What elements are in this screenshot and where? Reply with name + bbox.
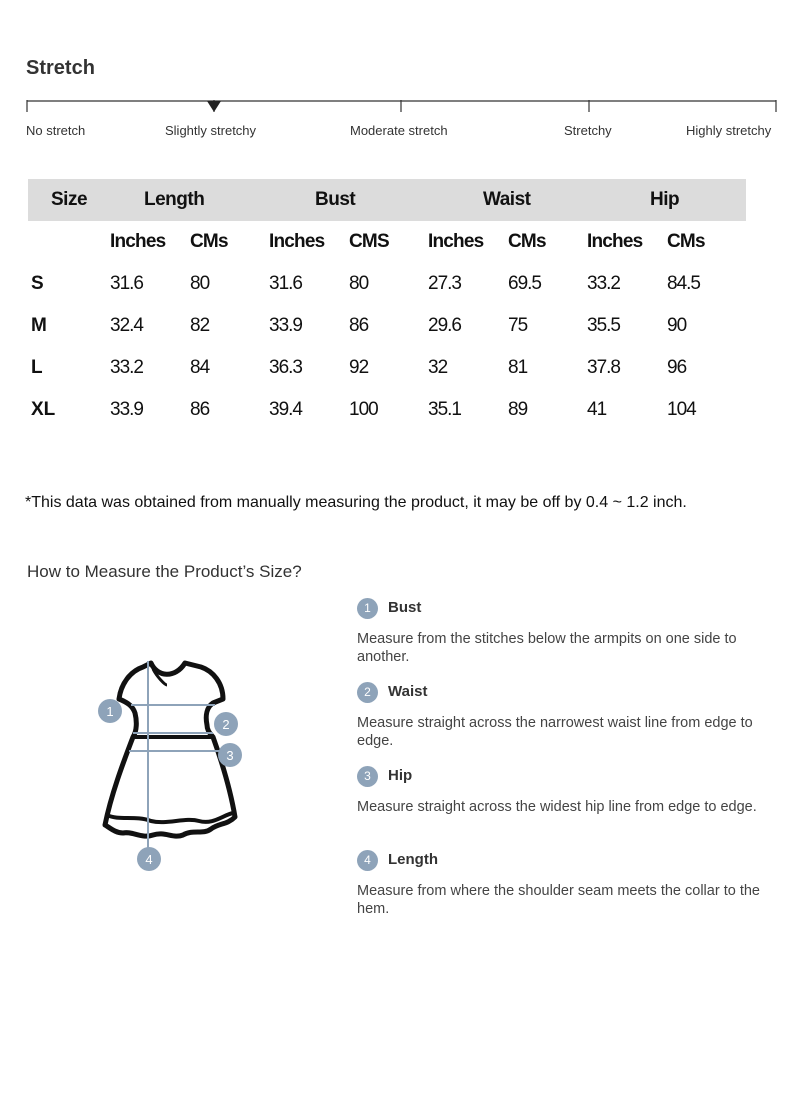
table-cell: 90 — [667, 315, 687, 336]
subheader-hip-inches: Inches — [587, 231, 643, 252]
table-cell: 35.1 — [428, 399, 461, 420]
table-cell: 84.5 — [667, 273, 700, 294]
table-cell: 31.6 — [110, 273, 143, 294]
stretch-label-no-stretch: No stretch — [26, 123, 86, 138]
subheader-bust-inches: Inches — [269, 231, 325, 252]
measure-step-length — [357, 850, 777, 918]
table-cell: 86 — [190, 399, 210, 420]
step-number-badge: 4 — [357, 850, 378, 871]
step-description: Measure from the stitches below the armpits on one side to another. — [357, 631, 737, 665]
table-cell: 75 — [508, 315, 528, 336]
header-bust: Bust — [315, 189, 356, 210]
step-number-badge: 2 — [357, 682, 378, 703]
table-cell: 80 — [190, 273, 210, 294]
diagram-marker-4 — [137, 847, 161, 871]
subheader-length-cms: CMs — [190, 231, 228, 252]
header-waist: Waist — [483, 189, 531, 210]
row-size-label: XL — [31, 399, 56, 420]
header-length: Length — [144, 189, 205, 210]
table-cell: 81 — [508, 357, 528, 378]
step-description: Measure from where the shoulder seam meets the collar to the hem. — [357, 883, 760, 917]
step-number-badge: 1 — [357, 598, 378, 619]
table-cell: 32.4 — [110, 315, 143, 336]
table-cell: 35.5 — [587, 315, 620, 336]
table-cell: 84 — [190, 357, 210, 378]
table-cell: 89 — [508, 399, 528, 420]
header-hip: Hip — [650, 189, 680, 210]
step-title: Waist — [388, 683, 428, 700]
measurement-disclaimer: *This data was obtained from manually measuring the product, it may be off by 0.4 ~ 1.2 inch. — [25, 494, 687, 511]
step-description: Measure straight across the widest hip line from edge to edge. — [357, 799, 757, 815]
diagram-marker-2 — [214, 712, 238, 736]
table-cell: 39.4 — [269, 399, 302, 420]
step-description: Measure straight across the narrowest waist line from edge to edge. — [357, 715, 753, 749]
step-title: Hip — [388, 767, 413, 784]
stretch-title: Stretch — [26, 57, 95, 79]
step-title: Bust — [388, 599, 422, 616]
table-cell: 36.3 — [269, 357, 302, 378]
subheader-length-inches: Inches — [110, 231, 166, 252]
stretch-label-highly-stretchy: Highly stretchy — [686, 123, 772, 138]
how-to-measure-title: How to Measure the Product’s Size? — [27, 562, 302, 581]
row-size-label: L — [31, 357, 43, 378]
table-cell: 33.9 — [110, 399, 143, 420]
subheader-waist-cms: CMs — [508, 231, 546, 252]
step-number-badge: 3 — [357, 766, 378, 787]
table-cell: 33.2 — [110, 357, 143, 378]
measure-step-bust — [357, 598, 777, 666]
row-size-label: M — [31, 315, 47, 336]
table-cell: 96 — [667, 357, 687, 378]
stretch-selected-marker — [207, 101, 221, 112]
stretch-label-slightly-stretchy: Slightly stretchy — [165, 123, 257, 138]
table-cell: 33.9 — [269, 315, 302, 336]
subheader-bust-cms: CMS — [349, 231, 389, 252]
table-cell: 82 — [190, 315, 210, 336]
subheader-hip-cms: CMs — [667, 231, 705, 252]
table-cell: 31.6 — [269, 273, 302, 294]
dress-outline — [105, 663, 235, 836]
marker-2-label: 2 — [222, 717, 230, 732]
table-cell: 32 — [428, 357, 448, 378]
measure-step-hip — [357, 766, 777, 816]
table-cell: 33.2 — [587, 273, 620, 294]
measure-step-waist — [357, 682, 777, 750]
table-cell: 86 — [349, 315, 369, 336]
step-title: Length — [388, 851, 438, 868]
stretch-label-moderate-stretch: Moderate stretch — [350, 123, 448, 138]
header-size: Size — [51, 189, 88, 210]
stretch-label-stretchy: Stretchy — [564, 123, 612, 138]
table-cell: 37.8 — [587, 357, 620, 378]
diagram-marker-1 — [98, 699, 122, 723]
table-cell: 69.5 — [508, 273, 541, 294]
table-cell: 92 — [349, 357, 369, 378]
table-cell: 100 — [349, 399, 378, 420]
table-header-bar — [28, 179, 746, 221]
marker-4-label: 4 — [145, 852, 153, 867]
dress-hem-line — [107, 813, 233, 822]
marker-1-label: 1 — [106, 704, 114, 719]
diagram-marker-3 — [218, 743, 242, 767]
row-size-label: S — [31, 273, 44, 294]
dress-diagram — [95, 655, 255, 875]
table-cell: 27.3 — [428, 273, 461, 294]
table-cell: 41 — [587, 399, 607, 420]
marker-3-label: 3 — [226, 748, 234, 763]
table-cell: 29.6 — [428, 315, 461, 336]
table-cell: 80 — [349, 273, 369, 294]
subheader-waist-inches: Inches — [428, 231, 484, 252]
table-cell: 104 — [667, 399, 696, 420]
size-chart-table — [28, 179, 746, 429]
